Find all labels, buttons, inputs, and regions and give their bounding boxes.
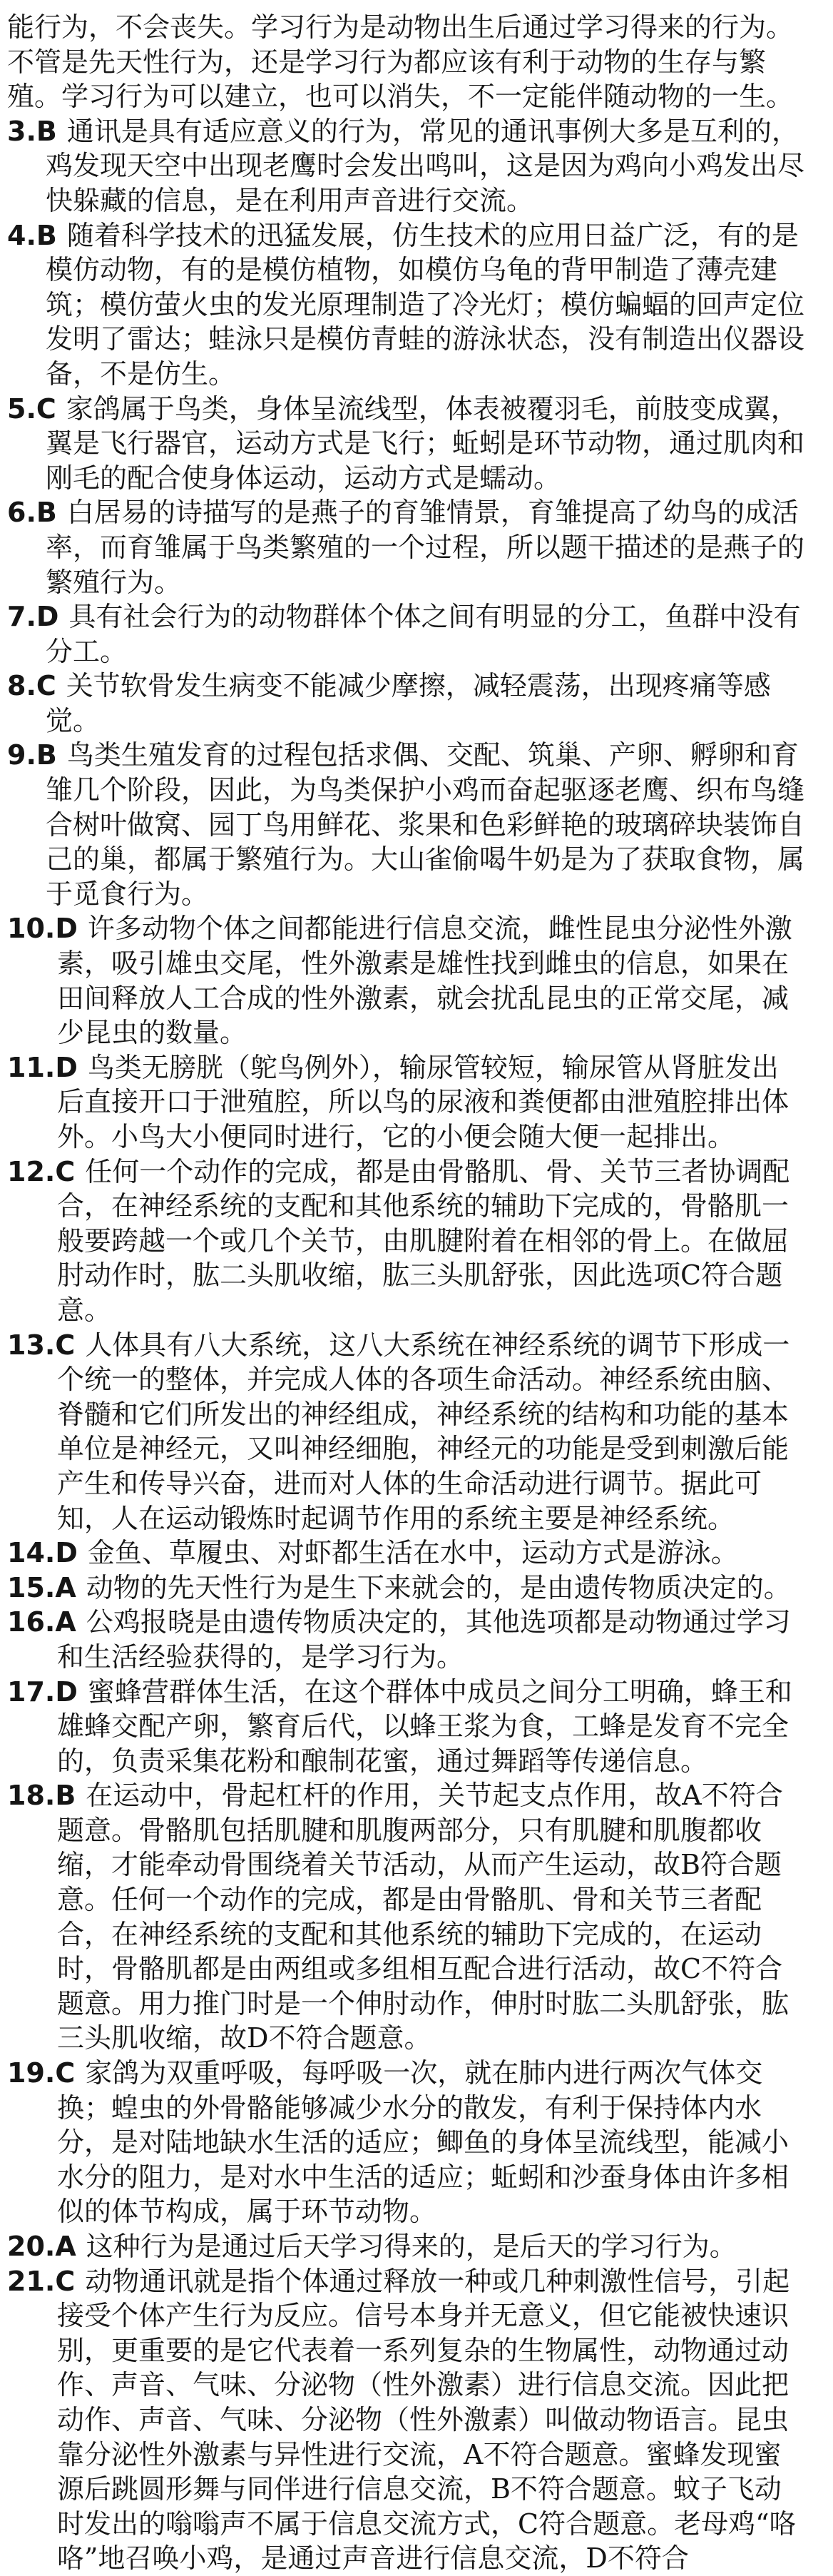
question-number: 20. — [7, 2231, 56, 2262]
question-number: 12. — [7, 1155, 56, 1187]
answer-item — [7, 1571, 804, 1606]
explanation-text: 任何一个动作的完成，都是由骨骼肌、骨、关节三者协调配合，在神经系统的支配和其他系统的辅助下完成的，骨骼肌一般要跨越一个或几个关节，由肌腱附着在相邻的骨上。在做屈肘动作时，肱二头肌收缩，肱三头肌舒张，因此选项C符合题意。 — [57, 1155, 790, 1326]
explanation-text: 具有社会行为的动物群体个体之间有明显的分工，鱼群中没有分工。 — [46, 601, 801, 667]
answer-letter: A — [55, 1571, 76, 1603]
answer-letter: C — [55, 1329, 76, 1361]
answer-item — [7, 1536, 804, 1571]
answer-item — [7, 114, 804, 218]
question-number: 7. — [7, 601, 36, 633]
question-number: 17. — [7, 1675, 56, 1708]
answer-item — [7, 1778, 804, 2056]
answer-item — [7, 2264, 804, 2576]
question-number: 21. — [7, 2265, 56, 2297]
question-number: 5. — [7, 392, 36, 425]
answer-letter: D — [36, 601, 59, 633]
question-number: 14. — [7, 1537, 56, 1569]
answer-item — [7, 2056, 804, 2229]
explanation-text: 通讯是具有适应意义的行为，常见的通讯事例大多是互利的，鸡发现天空中出现老鹰时会发出鸣叫，这是因为鸡向小鸡发出尽快躲藏的信息，是在利用声音进行交流。 — [46, 115, 805, 216]
question-number: 18. — [7, 1780, 56, 1812]
intro-paragraph: 能行为，不会丧失。学习行为是动物出生后通过学习得来的行为。不管是先天性行为，还是学习行为都应该有利于动物的生存与繁殖。学习行为可以建立，也可以消失，不一定能伴随动物的一生。 — [7, 11, 794, 113]
question-number: 9. — [7, 739, 36, 771]
answer-letter: C — [55, 2057, 76, 2089]
answer-letter: B — [55, 1780, 76, 1812]
answer-item — [7, 218, 804, 392]
answer-letter: C — [36, 392, 56, 425]
question-number: 19. — [7, 2057, 56, 2089]
explanation-text: 蜜蜂营群体生活，在这个群体中成员之间分工明确，蜂王和雄蜂交配产卵，繁育后代，以蜂王浆为食，工蜂是发育不完全的，负责采集花粉和酿制花蜜，通过舞蹈等传递信息。 — [57, 1675, 792, 1777]
answer-item — [7, 599, 804, 669]
answer-item — [7, 1155, 804, 1328]
explanation-text: 许多动物个体之间都能进行信息交流，雌性昆虫分泌性外激素，吸引雄虫交尾，性外激素是雄性找到雌虫的信息，如果在田间释放人工合成的性外激素，就会扰乱昆虫的正常交尾，减少昆虫的数量。 — [57, 913, 792, 1049]
explanation-text: 鸟类无膀胱（鸵鸟例外），输尿管较短，输尿管从肾脏发出后直接开口于泄殖腔，所以鸟的尿液和粪便都由泄殖腔排出体外。小鸟大小便同时进行，它的小便会随大便一起排出。 — [57, 1051, 789, 1152]
explanation-text: 金鱼、草履虫、对虾都生活在水中，运动方式是游泳。 — [87, 1537, 738, 1569]
answer-item — [7, 738, 804, 911]
answer-letter: C — [36, 670, 56, 702]
question-number: 15. — [7, 1571, 56, 1603]
explanation-text: 鸟类生殖发育的过程包括求偶、交配、筑巢、产卵、孵卵和育雏几个阶段，因此，为鸟类保护小鸡而奋起驱逐老鹰、织布鸟缝合树叶做窝、园丁鸟用鲜花、浆果和色彩鲜艳的玻璃碎块装饰自己的巢，都属于繁殖行为。大山雀偷喝牛奶是为了获取食物，属于觅食行为。 — [46, 739, 805, 910]
answer-item — [7, 2229, 804, 2264]
question-number: 8. — [7, 670, 36, 702]
answer-letter: D — [55, 1675, 78, 1708]
answer-letter: B — [36, 739, 57, 771]
answer-letter: D — [55, 1537, 78, 1569]
explanation-text: 关节软骨发生病变不能减少摩擦，减轻震荡，出现疼痛等感觉。 — [46, 670, 771, 736]
answer-letter: C — [55, 1155, 76, 1187]
explanation-text: 人体具有八大系统，这八大系统在神经系统的调节下形成一个统一的整体，并完成人体的各项生命活动。神经系统由脑、脊髓和它们所发出的神经组成，神经系统的结构和功能的基本单位是神经元，又叫神经细胞，神经元的功能是受到刺激后能产生和传导兴奋，进而对人体的生命活动进行调节。据此可知，人在运动锻炼时起调节作用的系统主要是神经系统。 — [57, 1329, 790, 1534]
explanation-text: 在运动中，骨起杠杆的作用，关节起支点作用，故A不符合题意。骨骼肌包括肌腱和肌腹两部分，只有肌腱和肌腹都收缩，才能牵动骨围绕着关节活动，从而产生运动，故B符合题意。任何一个动作的完成，都是由骨骼肌、骨和关节三者配合，在神经系统的支配和其他系统的辅助下完成的，在运动时，骨骼肌都是由两组或多组相互配合进行活动，故C不符合题意。用力推门时是一个伸肘动作，伸肘时肱二头肌舒张，肱三头肌收缩，故D不符合题意。 — [57, 1780, 789, 2054]
answer-letter: D — [55, 1051, 78, 1083]
question-number: 16. — [7, 1606, 56, 1638]
answer-letter: A — [55, 2231, 76, 2262]
answer-item — [7, 495, 804, 599]
answer-letter: C — [55, 2265, 76, 2297]
explanation-text: 家鸽属于鸟类，身体呈流线型，体表被覆羽毛，前肢变成翼，翼是飞行器官，运动方式是飞行；蚯蚓是环节动物，通过肌肉和刚毛的配合使身体运动，运动方式是蠕动。 — [46, 392, 805, 494]
answer-list — [7, 114, 804, 2576]
explanation-text: 这种行为是通过后天学习得来的，是后天的学习行为。 — [86, 2231, 737, 2262]
question-number: 13. — [7, 1329, 56, 1361]
question-number: 10. — [7, 913, 56, 945]
question-number: 4. — [7, 219, 36, 251]
explanation-text: 随着科学技术的迅猛发展，仿生技术的应用日益广泛，有的是模仿动物，有的是模仿植物，如模仿乌龟的背甲制造了薄壳建筑；模仿萤火虫的发光原理制造了冷光灯；模仿蝙蝠的回声定位发明了雷达；蛙泳只是模仿青蛙的游泳状态，没有制造出仪器设备，不是仿生。 — [46, 219, 805, 390]
answer-letter: B — [36, 497, 57, 529]
question-number: 6. — [7, 497, 36, 529]
explanation-text: 公鸡报晓是由遗传物质决定的，其他选项都是动物通过学习和生活经验获得的，是学习行为。 — [57, 1606, 791, 1673]
answer-letter: B — [36, 219, 57, 251]
explanation-text: 动物通讯就是指个体通过释放一种或几种刺激性信号，引起接受个体产生行为反应。信号本身并无意义，但它能被快速识别，更重要的是它代表着一系列复杂的生物属性，动物通过动作、声音、气味、分泌物（性外激素）进行信息交流。因此把动作、声音、气味、分泌物（性外激素）叫做动物语言。昆虫靠分泌性外激素与异性进行交流，A不符合题意。蜜蜂发现蜜源后跳圆形舞与同伴进行信息交流，B不符合题意。蚊子飞动时发出的嗡嗡声不属于信息交流方式，C符合题意。老母鸡“咯咯”地召唤小鸡，是通过声音进行信息交流，D不符合 — [57, 2265, 797, 2575]
answer-item — [7, 669, 804, 738]
answer-letter: A — [55, 1606, 76, 1638]
answer-item — [7, 1050, 804, 1155]
answer-letter: D — [55, 913, 78, 945]
answer-item — [7, 1675, 804, 1779]
question-number: 11. — [7, 1051, 56, 1083]
answer-letter: B — [36, 115, 57, 147]
explanation-text: 白居易的诗描写的是燕子的育雏情景，育雏提高了幼鸟的成活率，而育雏属于鸟类繁殖的一个过程，所以题干描述的是燕子的繁殖行为。 — [46, 497, 805, 598]
explanation-text: 家鸽为双重呼吸，每呼吸一次，就在肺内进行两次气体交换；蝗虫的外骨骼能够减少水分的散发，有利于保持体内水分，是对陆地缺水生活的适应；鲫鱼的身体呈流线型，能减小水分的阻力，是对水中生活的适应；蚯蚓和沙蚕身体由许多相似的体节构成，属于环节动物。 — [57, 2057, 789, 2228]
answer-item — [7, 1605, 804, 1674]
question-number: 3. — [7, 115, 36, 147]
answer-item — [7, 392, 804, 496]
answer-item — [7, 911, 804, 1050]
answer-item — [7, 1328, 804, 1536]
explanation-text: 动物的先天性行为是生下来就会的，是由遗传物质决定的。 — [86, 1571, 791, 1603]
